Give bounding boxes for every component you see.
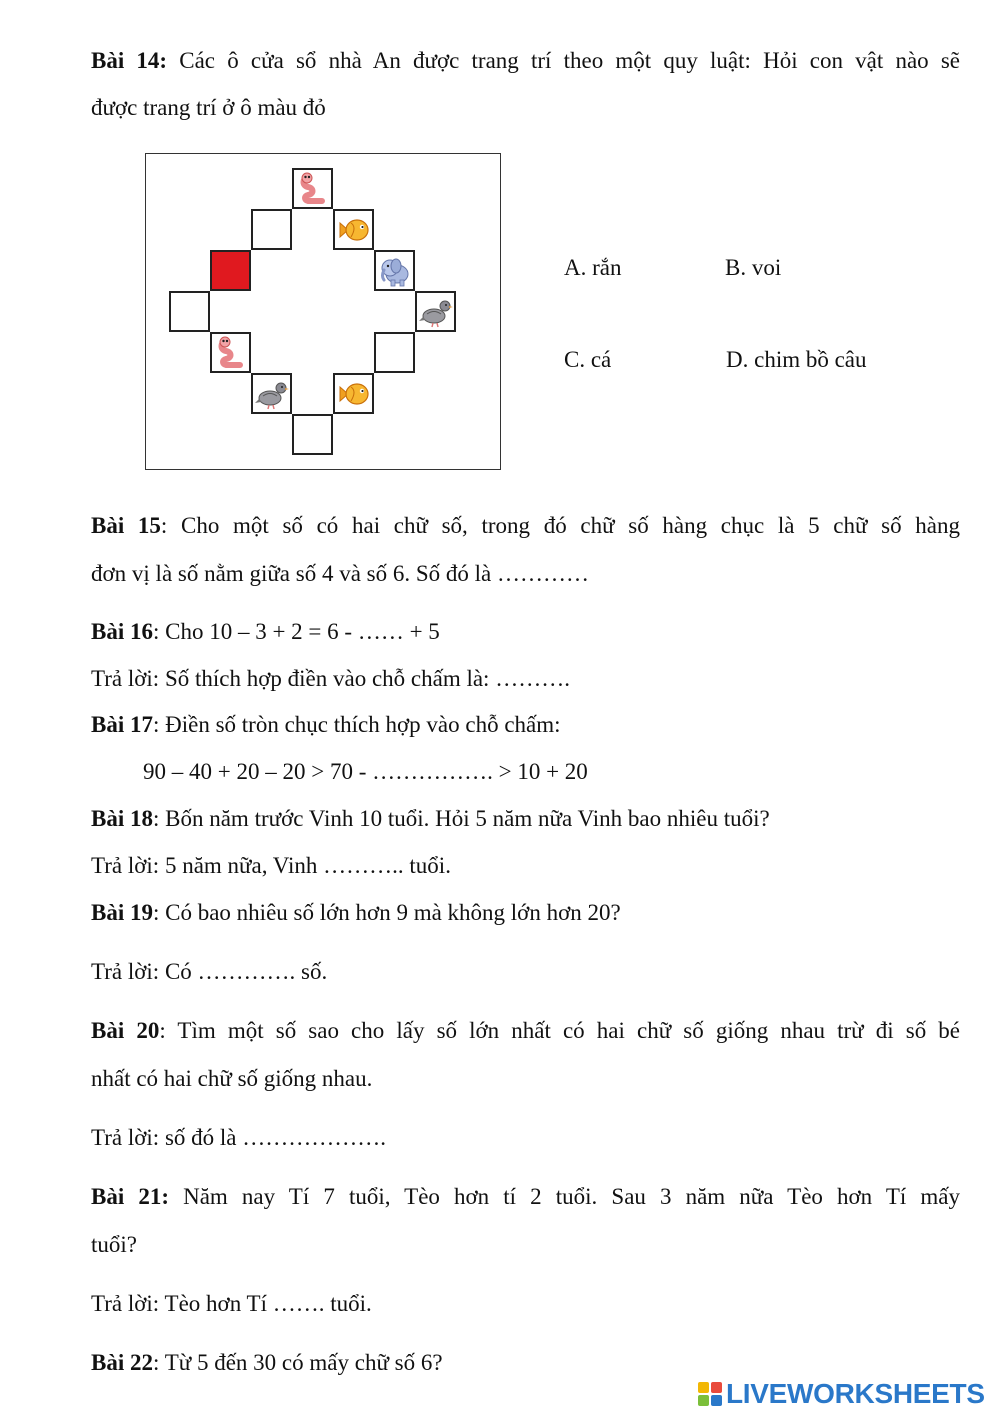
option-c[interactable]: C. cá (564, 347, 612, 372)
b18-label: Bài 18 (91, 806, 153, 831)
b14-line1 (91, 45, 960, 77)
fish-icon (337, 377, 371, 411)
b17-line1 (91, 709, 960, 741)
logo-text: LIVEWORKSHEETS (726, 1378, 985, 1409)
b20-line1 (91, 1015, 960, 1047)
worm-icon (214, 336, 248, 370)
b22-label: Bài 22 (91, 1350, 153, 1375)
b16-line1 (91, 616, 960, 648)
b21-text1: Năm nay Tí 7 tuổi, Tèo hơn tí 2 tuổi. Sau 3 năm nữa Tèo hơn Tí mấy (169, 1184, 961, 1209)
window-cell (251, 209, 292, 250)
red-window-cell (210, 250, 251, 291)
b19-label: Bài 19 (91, 900, 153, 925)
b22-text: : Từ 5 đến 30 có mấy chữ số 6? (152, 1350, 443, 1375)
b14-label: Bài 14: (91, 48, 168, 73)
b17-expression: 90 – 40 + 20 – 20 > 70 - ……………. > 10 + 20 (143, 759, 588, 784)
b18-line1 (91, 803, 960, 835)
b21-label: Bài 21: (91, 1184, 169, 1209)
b14-text1: Các ô cửa sổ nhà An được trang trí theo một quy luật: Hỏi con vật nào sẽ (167, 48, 961, 73)
b22-line1 (91, 1347, 960, 1379)
window-cell (374, 332, 415, 373)
elephant-icon (378, 254, 412, 288)
b19-line1 (91, 897, 960, 929)
window-cell (210, 332, 251, 373)
b14-line2: được trang trí ở ô màu đỏ (91, 95, 326, 120)
fish-icon (337, 213, 371, 247)
b15-label: Bài 15 (91, 513, 161, 538)
b21-line1 (91, 1181, 960, 1213)
pigeon-icon (255, 377, 289, 411)
window-cell (374, 250, 415, 291)
option-b[interactable]: B. voi (725, 255, 782, 280)
b15-line2: đơn vị là số nằm giữa số 4 và số 6. Số đó là ………… (91, 561, 590, 586)
logo-mark-icon (698, 1382, 722, 1406)
b20-line2: nhất có hai chữ số giống nhau. (91, 1066, 373, 1091)
b19-answer: Trả lời: Có …………. số. (91, 959, 328, 984)
b16-answer: Trả lời: Số thích hợp điền vào chỗ chấm là: ………. (91, 666, 570, 691)
b20-answer: Trả lời: số đó là ………………. (91, 1125, 386, 1150)
b17-text: : Điền số tròn chục thích hợp vào chỗ chấm: (152, 712, 561, 737)
b18-text: : Bốn năm trước Vinh 10 tuổi. Hỏi 5 năm nữa Vinh bao nhiêu tuổi? (152, 806, 770, 831)
liveworksheets-logo (698, 1377, 985, 1411)
window-cell (333, 373, 374, 414)
window-cell (251, 373, 292, 414)
b15-text1: : Cho một số có hai chữ số, trong đó chữ số hàng chục là 5 chữ số hàng (160, 513, 960, 538)
b20-text1: : Tìm một số sao cho lấy số lớn nhất có hai chữ số giống nhau trừ đi số bé (159, 1018, 961, 1043)
window-cell (292, 168, 333, 209)
b19-text: : Có bao nhiêu số lớn hơn 9 mà không lớn hơn 20? (152, 900, 621, 925)
option-a[interactable]: A. rắn (564, 255, 622, 280)
b18-answer: Trả lời: 5 năm nữa, Vinh ……….. tuổi. (91, 853, 451, 878)
b20-label: Bài 20 (91, 1018, 160, 1043)
worm-icon (296, 172, 330, 206)
b16-text: : Cho 10 – 3 + 2 = 6 - …… + 5 (152, 619, 440, 644)
window-cell (169, 291, 210, 332)
pigeon-icon (419, 295, 453, 329)
window-cell (415, 291, 456, 332)
window-cell (292, 414, 333, 455)
b21-line2: tuổi? (91, 1232, 137, 1257)
b16-label: Bài 16 (91, 619, 153, 644)
option-d[interactable]: D. chim bồ câu (726, 347, 867, 372)
b21-answer: Trả lời: Tèo hơn Tí ……. tuổi. (91, 1291, 372, 1316)
b15-line1 (91, 510, 960, 542)
window-cell (333, 209, 374, 250)
b17-label: Bài 17 (91, 712, 153, 737)
window-pattern-figure (145, 153, 501, 470)
